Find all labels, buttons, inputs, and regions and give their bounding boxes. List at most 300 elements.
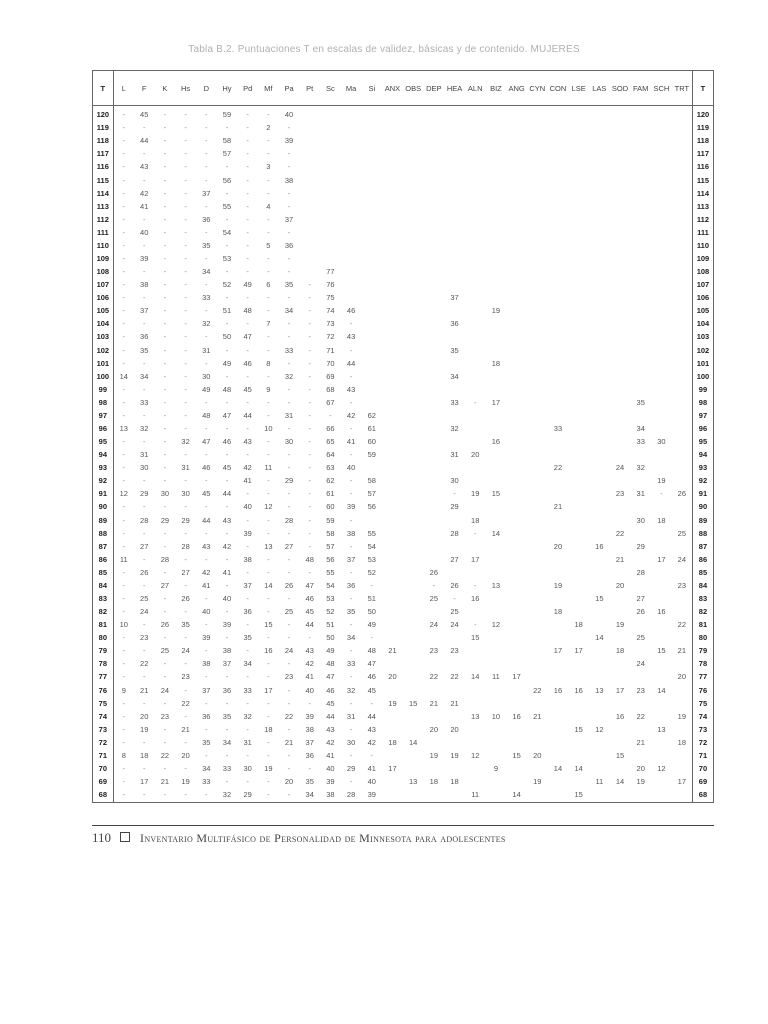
table-cell [403, 161, 424, 174]
table-cell: 73 [326, 319, 335, 329]
table-cell: 12 [657, 764, 666, 774]
table-cell [424, 540, 445, 553]
table-cell: 37 [140, 306, 149, 316]
table-cell [672, 422, 693, 435]
table-cell: 35 [202, 240, 211, 250]
table-cell [548, 239, 569, 252]
table-cell: 26 [140, 567, 149, 577]
table-cell [651, 265, 672, 278]
table-cell: 54 [367, 541, 376, 551]
table-cell: 33 [553, 424, 563, 433]
table-cell: - [122, 201, 126, 211]
footer-rule [92, 825, 714, 826]
table-row [93, 370, 714, 383]
table-cell: 40 [202, 607, 211, 617]
table-row [93, 187, 714, 200]
table-cell [672, 121, 693, 134]
table-cell: 28 [450, 528, 459, 538]
table-cell: 39 [326, 777, 335, 787]
table-cell: - [122, 227, 126, 237]
table-cell [299, 265, 320, 278]
table-cell: - [205, 528, 208, 538]
table-cell: 42 [243, 463, 252, 473]
table-cell [424, 239, 445, 252]
table-cell: - [184, 737, 187, 747]
table-cell: - [184, 109, 187, 119]
table-row [93, 435, 714, 448]
table-cell [527, 187, 548, 200]
table-cell: 71 [326, 345, 335, 355]
table-cell [361, 305, 382, 318]
t-score-cell: 91 [93, 488, 114, 501]
t-score-cell: 84 [692, 579, 713, 592]
table-cell: 26 [181, 594, 190, 604]
table-cell [672, 383, 693, 396]
table-cell [424, 148, 445, 161]
table-cell [382, 775, 403, 788]
table-cell [382, 553, 403, 566]
table-row [93, 710, 714, 723]
table-cell [651, 527, 672, 540]
table-cell [630, 239, 651, 252]
table-cell [320, 239, 341, 252]
table-cell: 17 [388, 764, 397, 774]
table-cell: - [349, 424, 353, 433]
table-cell [527, 736, 548, 749]
table-cell: 36 [346, 580, 356, 590]
table-cell [672, 788, 693, 802]
table-cell: 21 [160, 777, 170, 787]
table-cell: 40 [305, 685, 314, 695]
table-cell: 48 [243, 306, 252, 316]
t-score-cell: 72 [93, 736, 114, 749]
table-cell [589, 501, 610, 514]
table-cell [465, 252, 486, 265]
t-score-cell: 119 [93, 121, 114, 134]
table-cell [651, 710, 672, 723]
table-cell: - [205, 724, 208, 734]
table-cell [630, 200, 651, 213]
table-cell: - [473, 528, 477, 538]
table-cell [651, 749, 672, 762]
table-cell: - [142, 437, 146, 447]
table-cell [444, 161, 465, 174]
table-cell: 14 [553, 764, 563, 774]
table-cell: - [184, 175, 187, 185]
table-cell: 13 [119, 424, 128, 433]
table-cell [548, 265, 569, 278]
table-cell [403, 592, 424, 605]
table-cell: - [205, 332, 208, 342]
t-score-cell: 75 [692, 697, 713, 710]
table-cell: 32 [636, 463, 645, 473]
table-cell: - [122, 711, 126, 721]
table-cell: 50 [222, 332, 232, 342]
table-cell [651, 540, 672, 553]
table-cell: 23 [284, 672, 294, 682]
table-cell: - [205, 672, 208, 682]
table-cell: - [308, 502, 311, 512]
table-cell: - [122, 777, 126, 787]
table-cell [548, 121, 569, 134]
table-cell: - [122, 502, 126, 512]
table-cell [444, 187, 465, 200]
t-score-cell: 71 [93, 749, 114, 762]
table-cell: - [246, 698, 249, 708]
table-cell [589, 475, 610, 488]
table-cell [299, 239, 320, 252]
table-cell: 39 [202, 633, 211, 643]
table-cell [630, 448, 651, 461]
table-cell: 25 [429, 594, 439, 604]
column-header: TRT [672, 71, 693, 106]
table-cell: 46 [243, 358, 252, 368]
table-cell [382, 135, 403, 148]
column-header: ALN [465, 71, 486, 106]
table-cell: 43 [367, 724, 376, 734]
t-score-cell: 100 [93, 370, 114, 383]
table-cell: - [246, 371, 249, 381]
table-cell [486, 749, 507, 762]
table-cell [651, 501, 672, 514]
table-row [93, 618, 714, 631]
table-cell [506, 448, 527, 461]
table-cell [506, 174, 527, 187]
table-cell: 29 [243, 790, 252, 800]
t-score-cell: 85 [93, 566, 114, 579]
table-cell: 49 [243, 280, 252, 290]
table-cell: 44 [222, 489, 232, 499]
table-cell [444, 435, 465, 448]
table-cell [630, 305, 651, 318]
table-cell: - [122, 306, 126, 316]
table-cell: - [205, 253, 208, 263]
table-cell: 34 [636, 424, 645, 433]
table-cell [527, 121, 548, 134]
table-cell [527, 331, 548, 344]
table-cell [548, 749, 569, 762]
table-cell: - [122, 528, 126, 538]
table-cell [403, 187, 424, 200]
table-cell [424, 448, 445, 461]
table-cell [403, 265, 424, 278]
table-cell [382, 239, 403, 252]
table-cell [672, 566, 693, 579]
table-cell: 30 [181, 489, 190, 499]
table-cell [651, 383, 672, 396]
t-score-cell: 73 [93, 723, 114, 736]
table-cell [589, 710, 610, 723]
table-cell: - [225, 424, 229, 433]
table-cell: 55 [326, 567, 335, 577]
table-cell [506, 226, 527, 239]
table-cell: 14 [615, 777, 625, 787]
table-cell: 24 [677, 554, 687, 564]
table-cell: - [267, 332, 270, 342]
table-cell: - [267, 790, 270, 800]
table-cell [610, 435, 631, 448]
table-cell: - [163, 345, 167, 355]
table-cell: - [349, 672, 353, 682]
table-cell: - [225, 267, 229, 277]
table-cell: - [163, 424, 167, 433]
table-cell [382, 461, 403, 474]
table-cell [568, 148, 589, 161]
table-cell: - [142, 149, 146, 159]
table-cell [589, 736, 610, 749]
column-header: ANX [382, 71, 403, 106]
table-cell [361, 135, 382, 148]
table-cell: 33 [450, 397, 459, 407]
table-cell: 26 [450, 580, 459, 590]
table-cell: 35 [243, 633, 252, 643]
table-cell: - [142, 319, 146, 329]
table-cell [568, 161, 589, 174]
table-cell [424, 161, 445, 174]
table-cell: - [122, 450, 126, 460]
table-cell: 24 [615, 463, 625, 473]
table-cell [465, 226, 486, 239]
table-cell: 38 [284, 175, 294, 185]
table-cell [548, 448, 569, 461]
table-cell: - [267, 410, 270, 420]
table-cell [486, 135, 507, 148]
table-cell: - [308, 541, 311, 551]
table-cell [610, 475, 631, 488]
table-cell [403, 566, 424, 579]
table-cell [610, 592, 631, 605]
table-cell: - [184, 580, 187, 590]
table-cell: 27 [450, 554, 459, 564]
table-cell [506, 121, 527, 134]
table-cell: 25 [284, 607, 294, 617]
table-cell: - [287, 319, 291, 329]
table-cell [527, 697, 548, 710]
table-cell [361, 200, 382, 213]
table-cell [403, 475, 424, 488]
table-row [93, 265, 714, 278]
table-cell: 34 [450, 371, 459, 381]
table-cell: 12 [595, 724, 604, 734]
table-cell: - [122, 764, 126, 774]
table-cell [486, 775, 507, 788]
table-cell [465, 200, 486, 213]
table-cell: 16 [595, 541, 604, 551]
table-cell [444, 305, 465, 318]
table-cell: 15 [491, 489, 501, 499]
table-cell: - [225, 672, 229, 682]
t-score-cell: 74 [93, 710, 114, 723]
t-score-cell: 95 [692, 435, 713, 448]
table-cell: - [287, 790, 291, 800]
table-cell: 19 [388, 698, 397, 708]
table-cell: 18 [471, 515, 480, 525]
table-cell: 8 [121, 750, 126, 760]
table-cell: 38 [305, 724, 314, 734]
table-cell [444, 265, 465, 278]
table-cell [424, 291, 445, 304]
table-cell [506, 396, 527, 409]
table-cell [672, 265, 693, 278]
table-cell [403, 239, 424, 252]
table-cell [444, 383, 465, 396]
table-cell [341, 278, 362, 291]
table-cell: - [205, 620, 208, 630]
table-cell [465, 723, 486, 736]
table-cell: 26 [636, 607, 645, 617]
table-cell [403, 278, 424, 291]
table-cell: 33 [140, 397, 149, 407]
table-cell: - [122, 607, 126, 617]
table-cell [465, 501, 486, 514]
table-cell: 60 [367, 437, 376, 447]
table-cell: - [142, 358, 146, 368]
table-cell: 19 [264, 764, 273, 774]
table-cell: 14 [119, 371, 128, 381]
table-cell: 35 [450, 345, 459, 355]
table-cell: - [246, 515, 249, 525]
table-cell [672, 684, 693, 697]
table-cell [630, 579, 651, 592]
table-cell: 29 [284, 476, 294, 486]
table-cell: 18 [677, 737, 687, 747]
table-cell [465, 344, 486, 357]
table-cell: - [370, 580, 374, 590]
table-cell: - [246, 345, 249, 355]
table-cell: - [225, 450, 229, 460]
table-cell: 9 [266, 384, 271, 394]
table-cell [361, 383, 382, 396]
table-cell [465, 239, 486, 252]
column-header: DEP [424, 71, 445, 106]
table-cell: - [184, 188, 187, 198]
table-cell: 40 [243, 502, 252, 512]
table-cell: - [267, 476, 270, 486]
table-cell: - [246, 397, 249, 407]
table-cell [382, 106, 403, 122]
table-cell: - [267, 711, 270, 721]
table-cell [506, 475, 527, 488]
table-cell [630, 475, 651, 488]
table-cell: - [267, 750, 270, 760]
table-cell [672, 252, 693, 265]
t-score-cell: 105 [692, 305, 713, 318]
table-cell: 28 [636, 567, 645, 577]
table-cell: 33 [243, 685, 252, 695]
column-header: F [134, 71, 155, 106]
table-cell: 41 [222, 567, 232, 577]
t-score-cell: 97 [93, 409, 114, 422]
table-cell [424, 710, 445, 723]
table-cell: - [267, 607, 270, 617]
table-cell: 17 [553, 646, 563, 656]
table-cell: 25 [160, 646, 170, 656]
table-cell [672, 749, 693, 762]
t-score-cell: 68 [692, 788, 713, 802]
table-cell: - [122, 384, 126, 394]
table-cell: 45 [367, 685, 376, 695]
table-cell: 22 [181, 698, 190, 708]
table-cell: 29 [636, 541, 645, 551]
table-cell [506, 684, 527, 697]
table-cell: - [267, 450, 270, 460]
table-cell: 75 [326, 293, 335, 303]
table-cell [548, 344, 569, 357]
table-cell: - [163, 594, 167, 604]
table-cell [568, 488, 589, 501]
t-score-cell: 119 [692, 121, 713, 134]
table-cell [341, 291, 362, 304]
table-cell [527, 514, 548, 527]
table-cell: - [225, 607, 229, 617]
table-cell: - [287, 293, 291, 303]
table-cell [424, 527, 445, 540]
table-cell: 22 [553, 463, 563, 473]
table-cell [630, 135, 651, 148]
table-cell [568, 422, 589, 435]
table-cell [548, 161, 569, 174]
table-cell [403, 527, 424, 540]
table-cell [424, 278, 445, 291]
table-cell: - [122, 515, 126, 525]
table-cell: - [122, 567, 126, 577]
table-cell [361, 148, 382, 161]
table-cell [651, 592, 672, 605]
table-cell [361, 265, 382, 278]
table-cell [527, 605, 548, 618]
table-cell [382, 723, 403, 736]
table-cell [672, 331, 693, 344]
table-cell [506, 658, 527, 671]
table-cell [341, 226, 362, 239]
table-cell [465, 121, 486, 134]
table-cell [382, 422, 403, 435]
table-cell [672, 174, 693, 187]
table-cell: - [267, 109, 270, 119]
table-cell: 14 [471, 672, 480, 682]
table-cell: - [246, 567, 249, 577]
table-cell: - [163, 659, 167, 669]
table-cell: 50 [326, 633, 335, 643]
table-cell: 30 [284, 437, 294, 447]
table-cell [403, 684, 424, 697]
t-score-cell: 83 [692, 592, 713, 605]
table-cell [506, 618, 527, 631]
table-cell [361, 106, 382, 122]
table-cell [548, 527, 569, 540]
table-cell: 31 [450, 450, 459, 460]
table-cell: 23 [636, 685, 645, 695]
table-cell [506, 383, 527, 396]
table-cell: - [122, 280, 126, 290]
table-cell [486, 658, 507, 671]
table-cell [548, 370, 569, 383]
column-header: Hy [217, 71, 238, 106]
table-cell: - [267, 489, 270, 499]
table-cell: 64 [326, 450, 335, 460]
table-cell [465, 775, 486, 788]
table-cell [341, 200, 362, 213]
table-cell: - [184, 136, 187, 146]
table-cell [299, 121, 320, 134]
table-cell [465, 357, 486, 370]
table-cell: 31 [181, 463, 190, 473]
t-score-cell: 106 [692, 291, 713, 304]
table-cell: - [163, 188, 167, 198]
table-cell [548, 357, 569, 370]
table-cell [548, 278, 569, 291]
table-cell: 31 [636, 489, 645, 499]
